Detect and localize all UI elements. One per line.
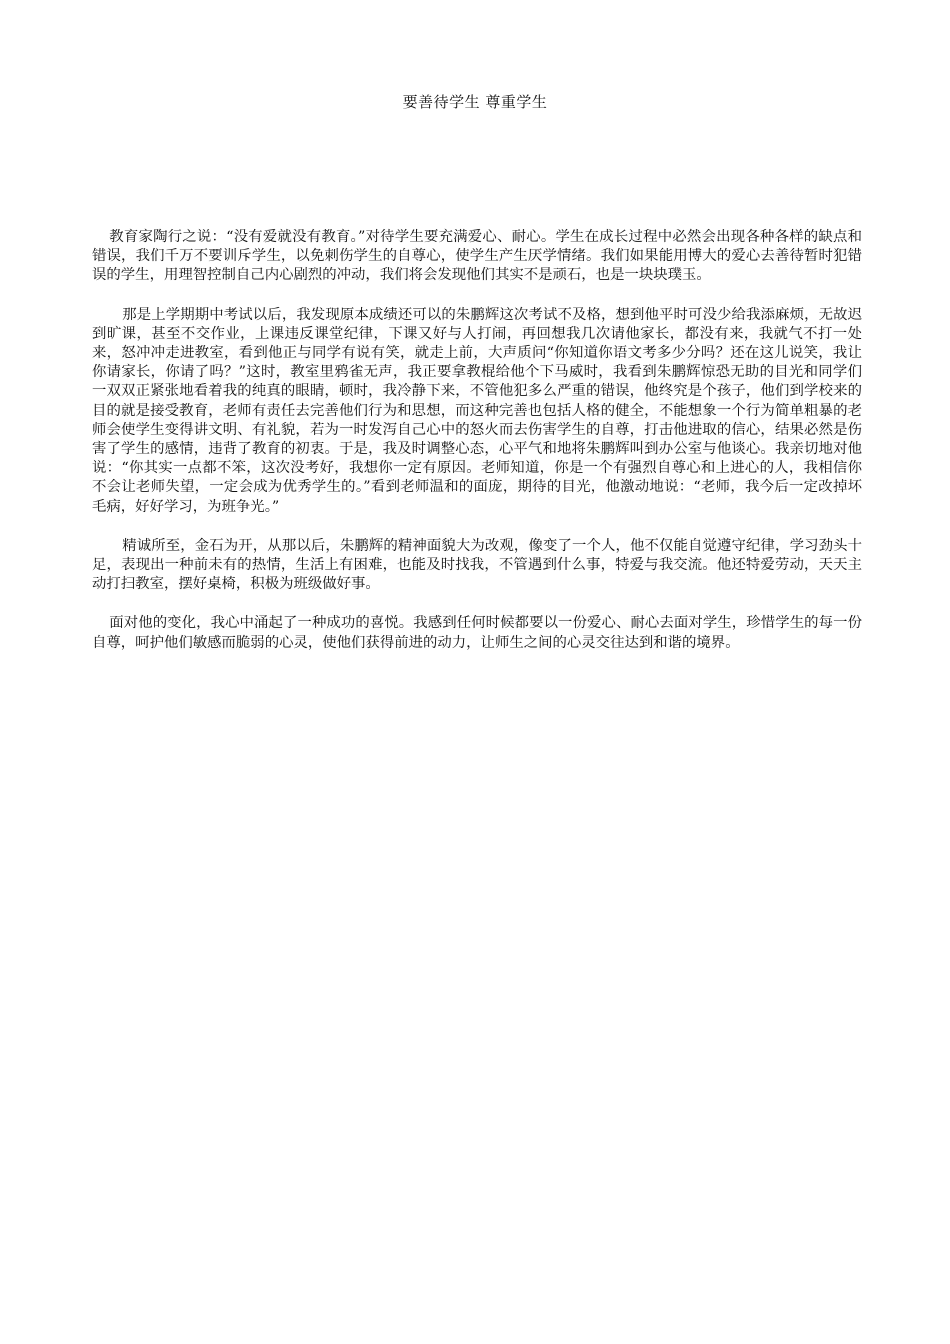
paragraph-intro: 教育家陶行之说：“没有爱就没有教育。”对待学生要充满爱心、耐心。学生在成长过程中必然会出现各种各样的缺点和错误，我们千万不要训斥学生，以免刺伤学生的自尊心，使学生产生厌学情绪。我们如果能用博大的爱心去善待暂时犯错误的学生，用理智控制自己内心剧烈的冲动，我们将会发现他们其实不是顽石，也是一块块璞玉。 <box>92 229 862 284</box>
paragraph-story: 那是上学期期中考试以后，我发现原本成绩还可以的朱鹏辉这次考试不及格，想到他平时可没少给我添麻烦，无故迟到旷课，甚至不交作业，上课违反课堂纪律，下课又好与人打闹，再回想我几次请他家长，都没有来，我就气不打一处来，怒冲冲走进教室，看到他正与同学有说有笑，就走上前，大声质问“你知道你语文考多少分吗？还在这儿说笑，我让你请家长，你请了吗？”这时，教室里鸦雀无声，我正要拿教棍给他个下马威时，我看到朱鹏辉惊恐无助的目光和同学们一双双正紧张地看着我的纯真的眼睛，顿时，我冷静下来，不管他犯多么严重的错误，他终究是个孩子，他们到学校来的目的就是接受教育，老师有责任去完善他们行为和思想，而这种完善也包括人格的健全，不能想象一个行为简单粗暴的老师会使学生变得讲文明、有礼貌，若为一时发泻自己心中的怒火而去伤害学生的自尊，打击他进取的信心，结果必然是伤害了学生的感情，违背了教育的初衷。于是，我及时调整心态，心平气和地将朱鹏辉叫到办公室与他谈心。我亲切地对他说：“你其实一点都不笨，这次没考好，我想你一定有原因。老师知道，你是一个有强烈自尊心和上进心的人，我相信你不会让老师失望，一定会成为优秀学生的。”看到老师温和的面庞，期待的目光，他激动地说：“老师，我今后一定改掉坏毛病，好好学习，为班争光。” <box>92 306 862 515</box>
paragraph-change: 精诚所至，金石为开，从那以后，朱鹏辉的精神面貌大为改观，像变了一个人，他不仅能自觉遵守纪律，学习劲头十足，表现出一种前未有的热情，生活上有困难，也能及时找我，不管遇到什么事，特爱与我交流。他还特爱劳动，天天主动打扫教室，摆好桌椅，积极为班级做好事。 <box>92 537 862 593</box>
document-title: 要善待学生 尊重学生 <box>402 93 548 111</box>
paragraph-conclusion: 面对他的变化，我心中涌起了一种成功的喜悦。我感到任何时候都要以一份爱心、耐心去面对学生，珍惜学生的每一份自尊，呵护他们敏感而脆弱的心灵，使他们获得前进的动力，让师生之间的心灵交往达到和谐的境界。 <box>92 615 862 651</box>
document-body <box>92 228 862 673</box>
